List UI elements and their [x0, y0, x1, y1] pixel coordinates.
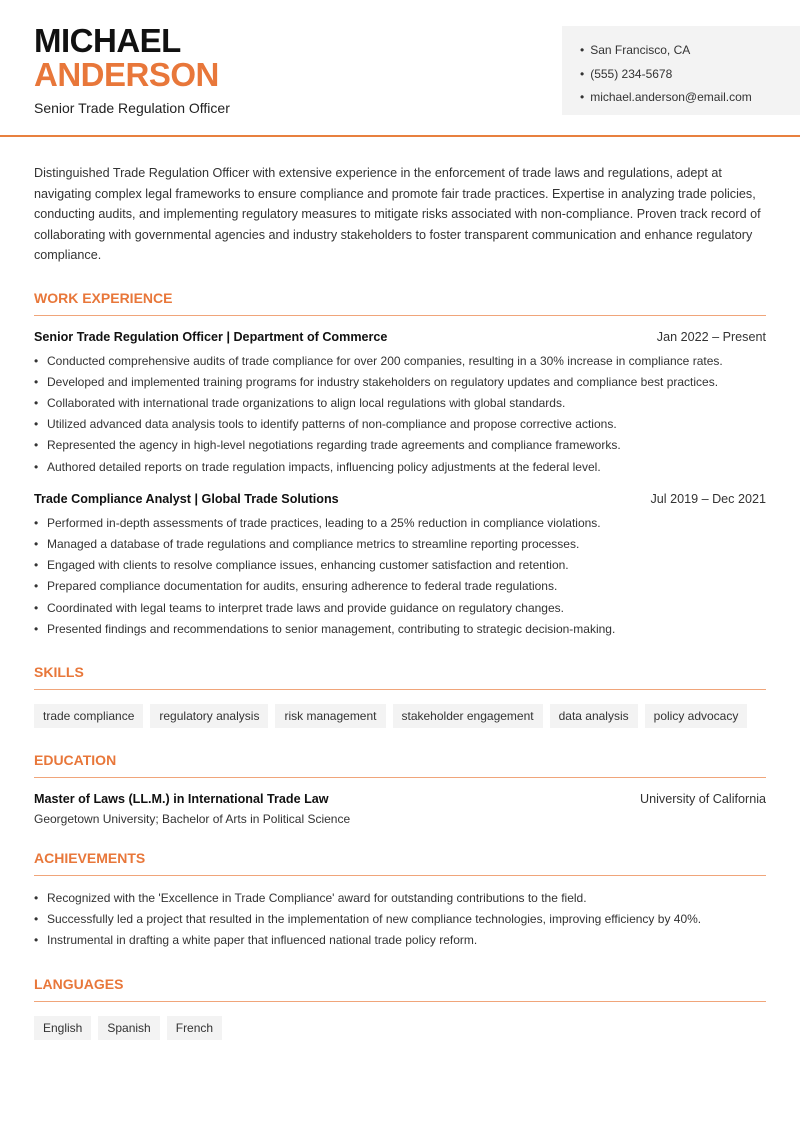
skill-tag: policy advocacy	[645, 704, 748, 728]
skill-tag: risk management	[275, 704, 385, 728]
contact-phone: • (555) 234-5678	[580, 63, 800, 87]
bullet-item: • Developed and implemented training programs for industry stakeholders on regulatory updates and compliance best practices.	[34, 372, 766, 393]
job-date: Jul 2019 – Dec 2021	[650, 491, 766, 506]
resume-header	[0, 0, 800, 137]
bullet-item: • Managed a database of trade regulations and compliance metrics to streamline reporting processes.	[34, 534, 766, 555]
section-heading-achievements: ACHIEVEMENTS	[34, 850, 766, 876]
job-list	[34, 330, 766, 640]
skill-tag: trade compliance	[34, 704, 143, 728]
job-header	[34, 330, 766, 344]
language-tag: French	[167, 1016, 222, 1040]
contact-box	[562, 26, 800, 115]
achievements-list	[34, 888, 766, 952]
bullet-item: • Utilized advanced data analysis tools to identify patterns of non-compliance and propose corrective actions.	[34, 414, 766, 435]
contact-email[interactable]: • michael.anderson@email.com	[580, 86, 800, 110]
bullet-item: • Prepared compliance documentation for audits, ensuring adherence to federal trade regulations.	[34, 576, 766, 597]
job-bullets	[34, 351, 766, 478]
job-role: Trade Compliance Analyst | Global Trade Solutions	[34, 491, 339, 506]
skill-tag: stakeholder engagement	[393, 704, 543, 728]
bullet-item: • Coordinated with legal teams to interpret trade laws and provide guidance on regulatory changes.	[34, 598, 766, 619]
job-date: Jan 2022 – Present	[656, 329, 766, 344]
skills-list	[34, 704, 766, 728]
bullet-item: • Authored detailed reports on trade regulation impacts, influencing policy adjustments at the federal level.	[34, 457, 766, 478]
bullet-item: • Performed in-depth assessments of trade practices, leading to a 25% reduction in compliance violations.	[34, 513, 766, 534]
languages-list	[34, 1016, 766, 1040]
job-bullets	[34, 513, 766, 640]
first-name: MICHAEL	[34, 22, 181, 59]
bullet-item: • Engaged with clients to resolve compliance issues, enhancing customer satisfaction and retention.	[34, 555, 766, 576]
degree: Master of Laws (LL.M.) in International Trade Law	[34, 791, 329, 806]
achievement-item: • Instrumental in drafting a white paper that influenced national trade policy reform.	[34, 930, 766, 951]
achievement-item: • Successfully led a project that resulted in the implementation of new compliance technologies, improving efficiency by 40%.	[34, 909, 766, 930]
job-title: Senior Trade Regulation Officer	[34, 100, 230, 116]
summary: Distinguished Trade Regulation Officer with extensive experience in the enforcement of trade laws and regulations, adept at navigating complex legal frameworks to ensure compliance and promote fair trade practices. Expertise in analyzing trade policies, conducting audits, and implementing regulatory measures to mitigate risks associated with non-compliance. Proven track record of collaborating with governmental agencies and industry stakeholders to foster transparent communication and enhance regulatory compliance.	[34, 166, 761, 262]
language-tag: English	[34, 1016, 91, 1040]
bullet-item: • Conducted comprehensive audits of trade compliance for over 200 companies, resulting in a 30% increase in compliance rates.	[34, 351, 766, 372]
skill-tag: regulatory analysis	[150, 704, 268, 728]
section-heading-skills: SKILLS	[34, 664, 766, 690]
education-entry	[34, 792, 766, 806]
school: University of California	[640, 791, 766, 806]
job-header	[34, 492, 766, 506]
last-name: ANDERSON	[34, 56, 219, 93]
section-heading-work: WORK EXPERIENCE	[34, 290, 766, 316]
job-role: Senior Trade Regulation Officer | Department of Commerce	[34, 329, 388, 344]
section-heading-languages: LANGUAGES	[34, 976, 766, 1002]
language-tag: Spanish	[98, 1016, 159, 1040]
bullet-item: • Presented findings and recommendations to senior management, contributing to strategic decision-making.	[34, 619, 766, 640]
achievement-item: • Recognized with the 'Excellence in Trade Compliance' award for outstanding contributions to the field.	[34, 888, 766, 909]
education-detail: Georgetown University; Bachelor of Arts in Political Science	[34, 811, 351, 826]
skill-tag: data analysis	[550, 704, 638, 728]
bullet-item: • Represented the agency in high-level negotiations regarding trade agreements and compliance frameworks.	[34, 435, 766, 456]
contact-location: • San Francisco, CA	[580, 39, 800, 63]
bullet-item: • Collaborated with international trade organizations to align local regulations with global standards.	[34, 393, 766, 414]
section-heading-education: EDUCATION	[34, 752, 766, 778]
